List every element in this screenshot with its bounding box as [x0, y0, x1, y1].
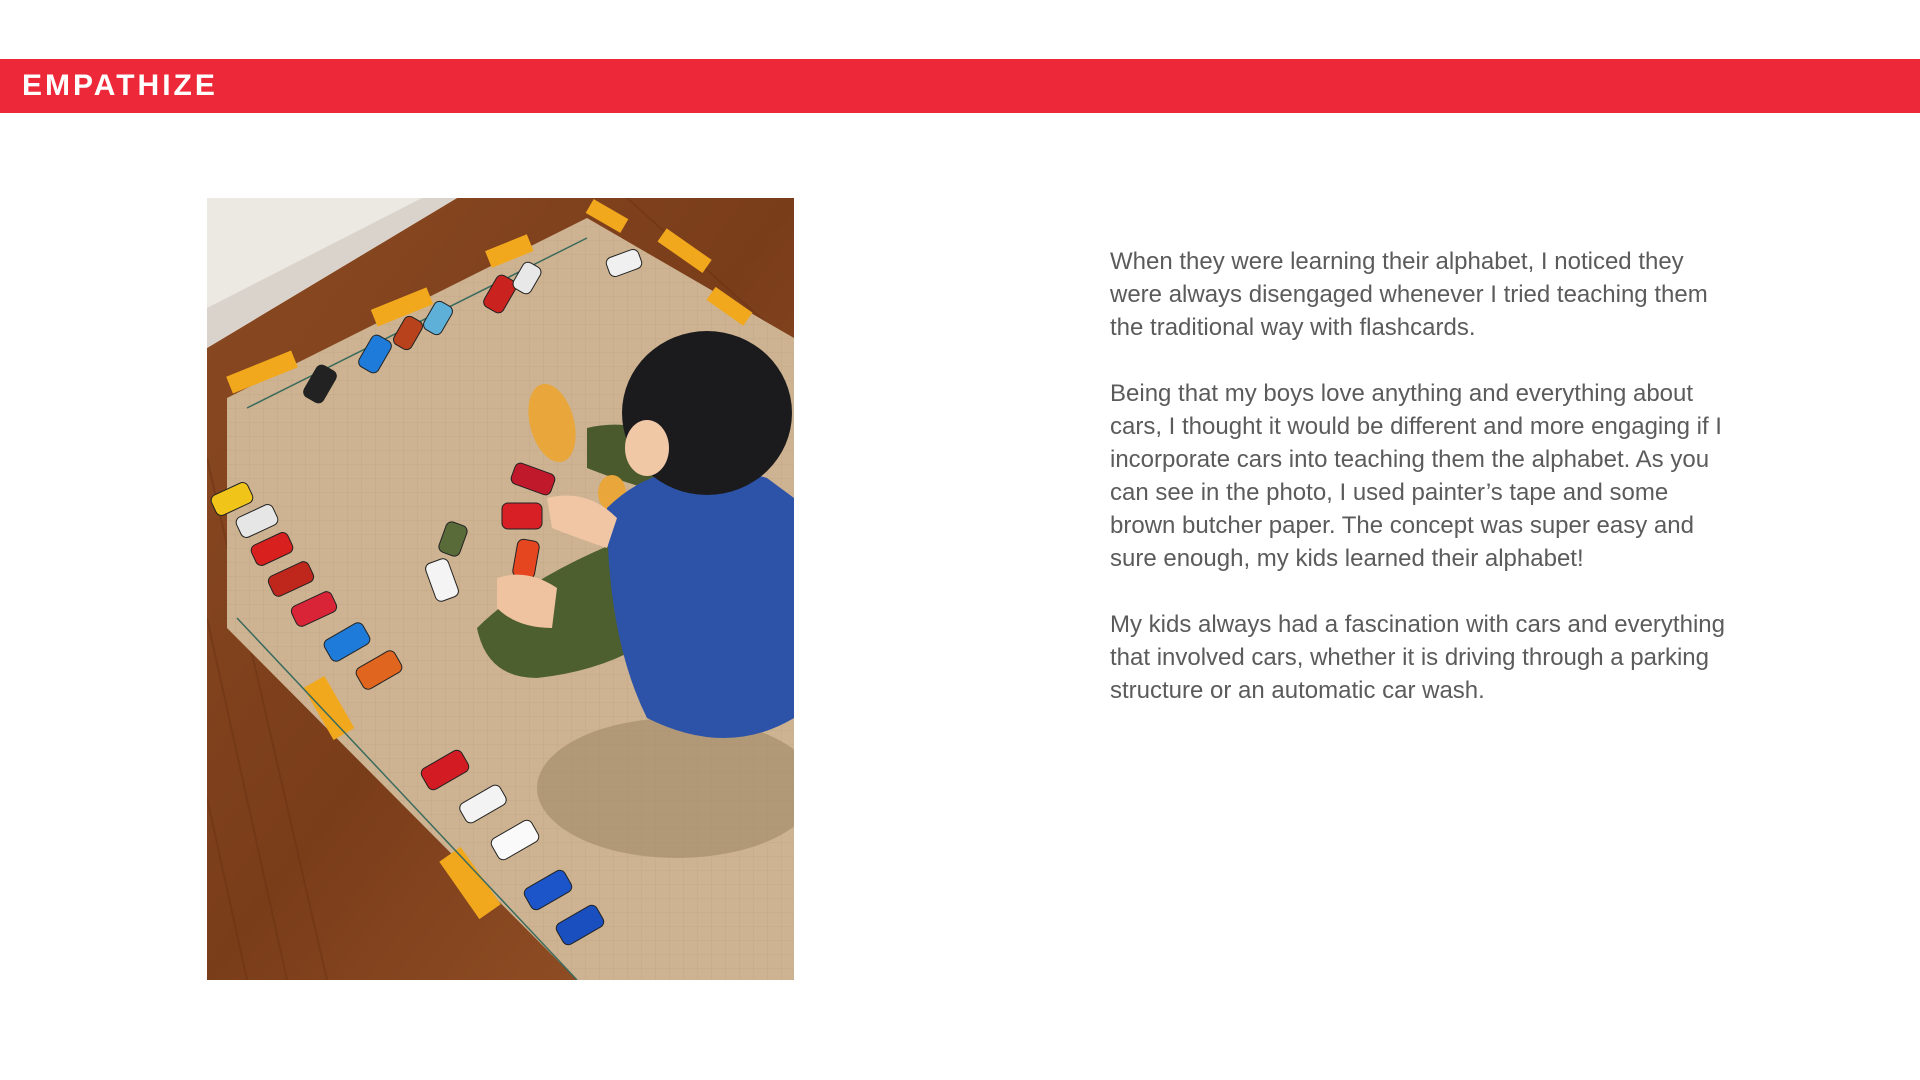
section-title: EMPATHIZE	[22, 69, 218, 102]
header-bar	[0, 59, 1920, 113]
photo-illustration	[207, 198, 794, 980]
paragraph-3: My kids always had a fascination with cars and everything that involved cars, whether it is driving through a parking structure or an automatic car wash.	[1110, 611, 1725, 704]
photo-child-playing-with-toy-cars	[207, 198, 794, 980]
body-text	[1110, 245, 1730, 740]
paragraph-1: When they were learning their alphabet, I noticed they were always disengaged whenever I tried teaching them the traditional way with flashcards.	[1110, 248, 1708, 341]
paragraph-2: Being that my boys love anything and everything about cars, I thought it would be different and more engaging if I incorporate cars into teaching them the alphabet. As you can see in the photo, I used painter’s tape and some brown butcher paper. The concept was super easy and sure enough, my kids learned their alphabet!	[1110, 380, 1722, 572]
